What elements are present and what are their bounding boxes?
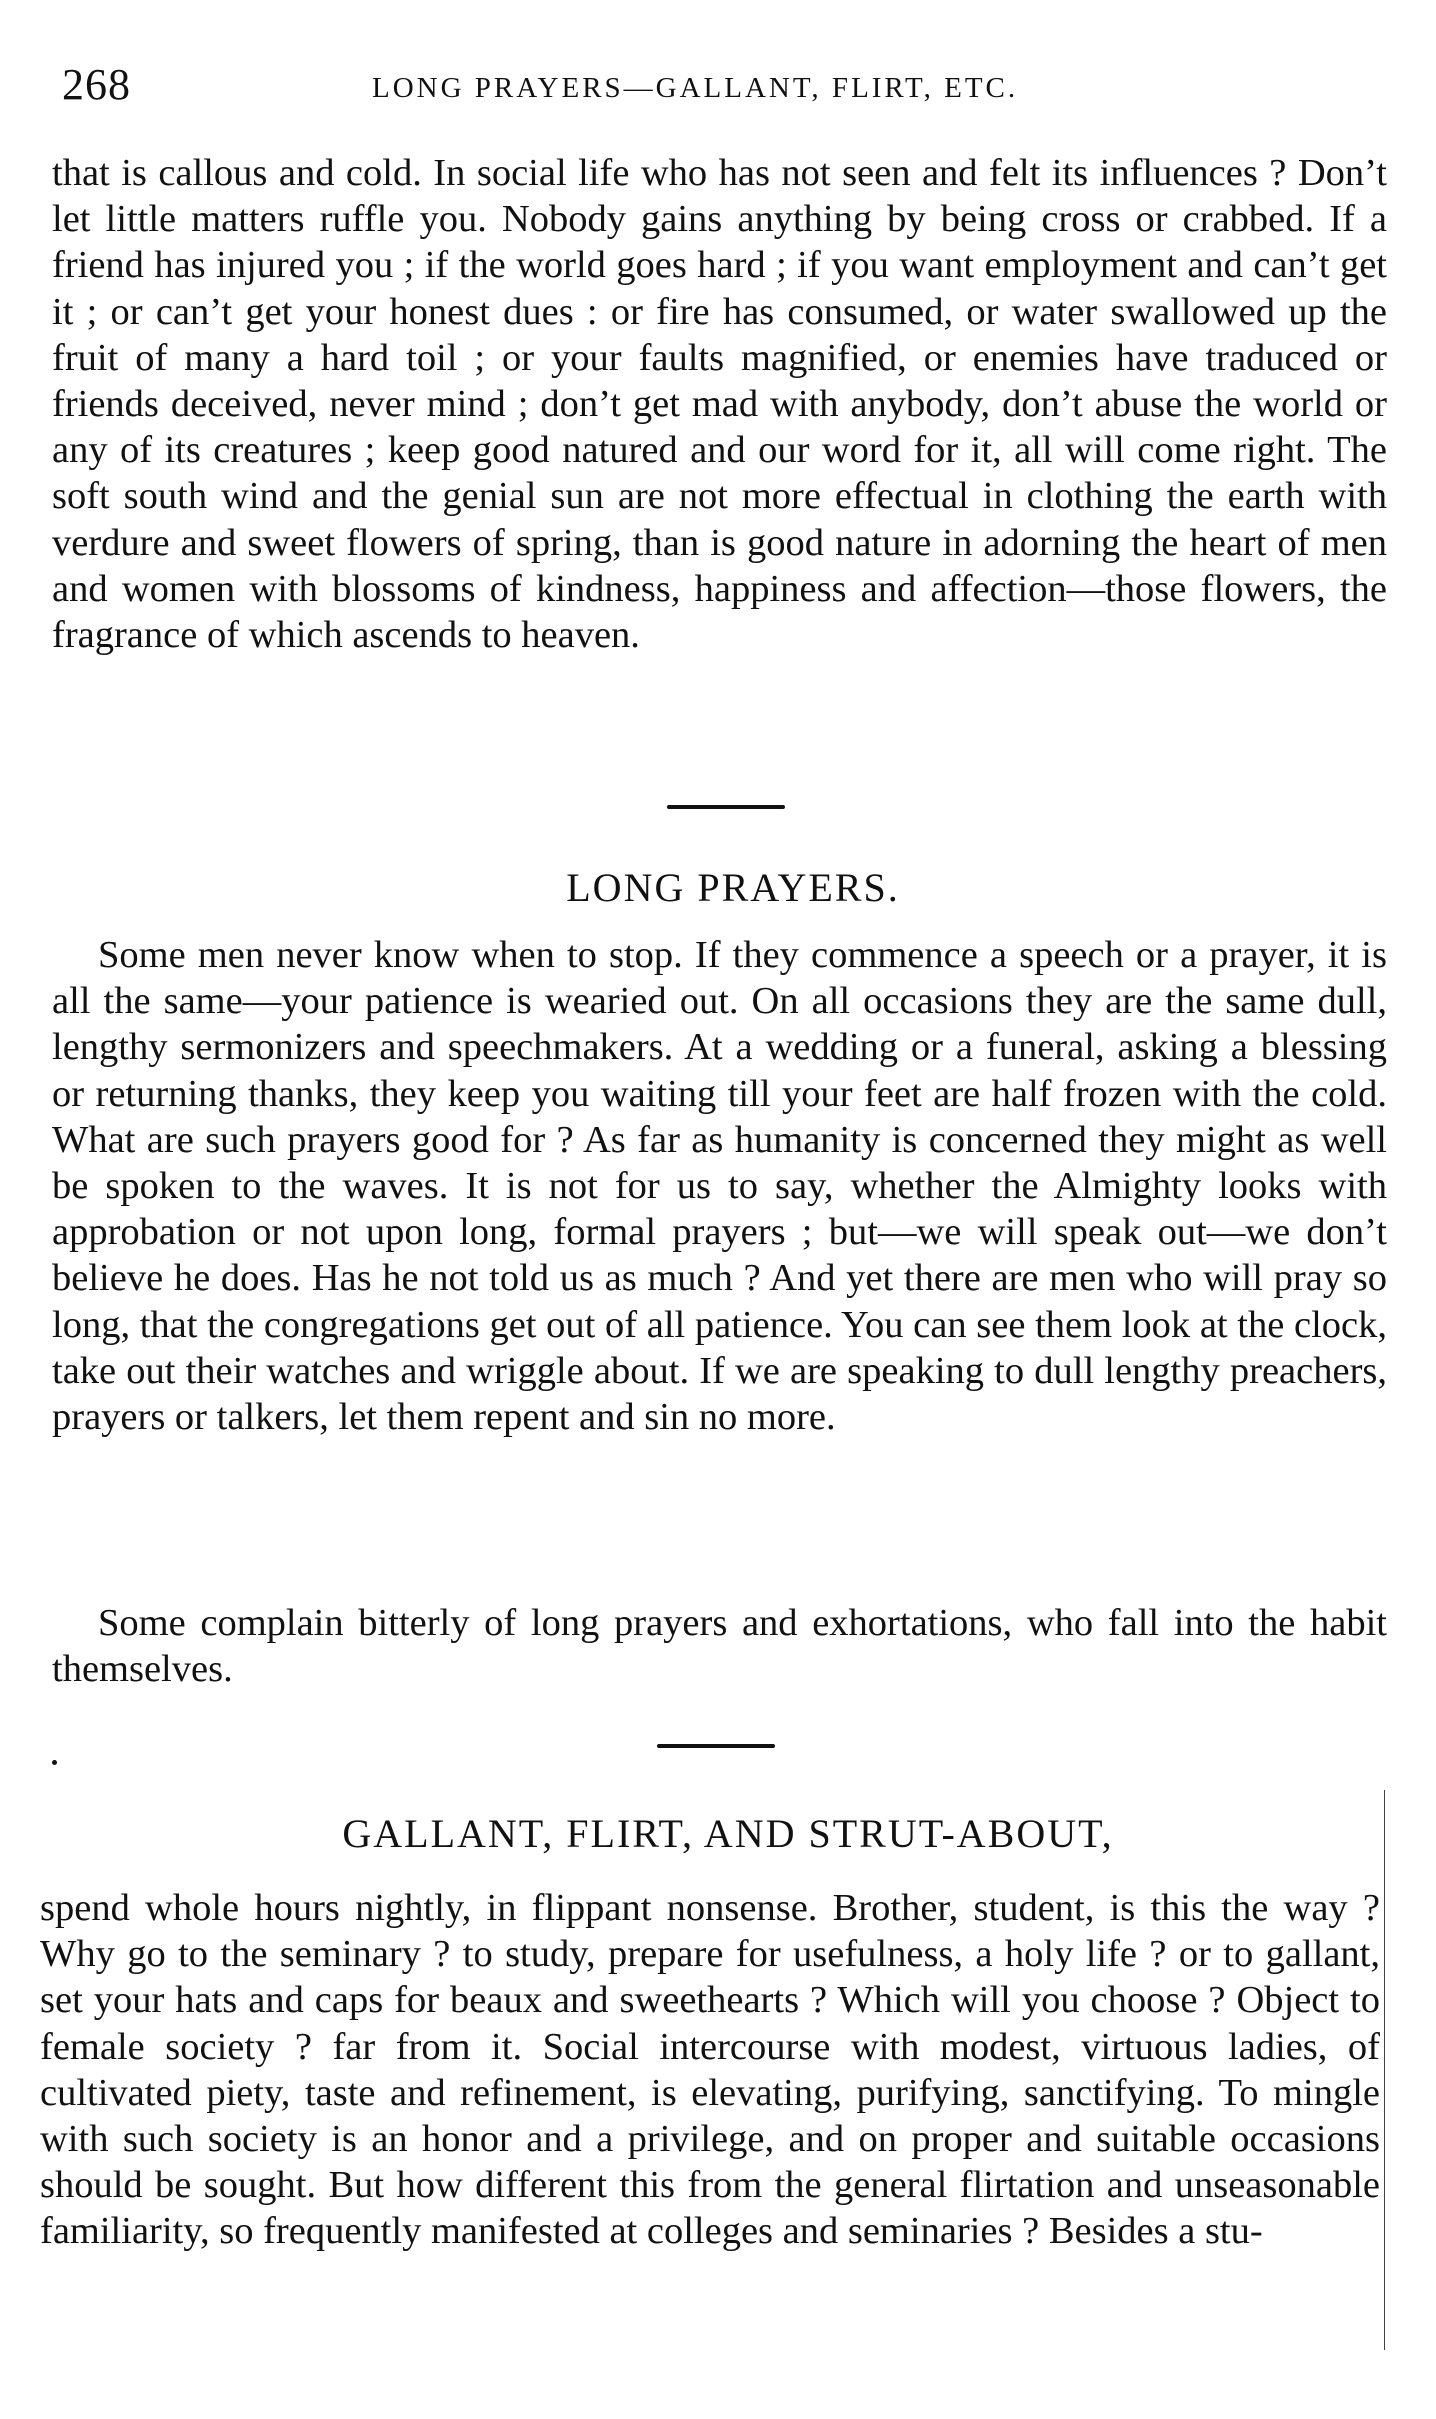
intro-text-block [52, 150, 1387, 658]
running-head [62, 55, 1392, 115]
page-edge-line [1384, 1790, 1385, 2350]
gallant-heading: GALLANT, FLIRT, AND STRUT-ABOUT, [342, 1811, 1114, 1856]
intro-paragraph: that is callous and cold. In social life who has not seen and felt its influences ? Don’t let little matters ruffle you. Nobody gains anything by being cross or crabbed. If a friend has injured you ; if the world goes hard ; if you want employment and can’t get it ; or can’t get your honest dues : or fire has consumed, or water swallowed up the fruit of many a hard toil ; or your faults magnified, or enemies have traduced or friends deceived, never mind ; don’t get mad with anybody, don’t abuse the world or any of its creatures ; keep good natured and our word for it, all will come right. The soft south wind and the genial sun are not more effectual in clothing the earth with verdure and sweet flowers of spring, than is good nature in adorning the heart of men and women with blossoms of kindness, happiness and affection—those flowers, the fragrance of which ascends to heaven. [52, 152, 1387, 657]
gallant-text-block [40, 1885, 1380, 2255]
page-number: 268 [62, 60, 131, 109]
section-divider-rule [667, 805, 785, 809]
section-divider-rule [657, 1744, 775, 1748]
gallant-paragraph: spend whole hours nightly, in flippant nonsense. Brother, student, is this the way ? Why go to the seminary ? to study, prepare for usefulness, a holy life ? or to gallant, set your hats and caps for beaux and sweethearts ? Which will you choose ? Object to female society ? far from it. Social intercourse with modest, virtuous ladies, of cultivated piety, taste and refinement, is elevating, purifying, sanctifying. To mingle with such society is an honor and a privilege, and on proper and suitable occasions should be sought. But how different this from the general flirtation and unseasonable familiarity, so frequently manifested at colleges and seminaries ? Besides a stu- [40, 1887, 1380, 2253]
long-prayers-closing-paragraph: Some complain bitterly of long prayers and exhortations, who fall into the habit themselves. [52, 1602, 1387, 1691]
long-prayers-paragraph: Some men never know when to stop. If they commence a speech or a prayer, it is all the same—your patience is wearied out. On all occasions they are the same dull, lengthy sermonizers and speechmakers. At a wedding or a funeral, asking a blessing or returning thanks, they keep you waiting till your feet are half frozen with the cold. What are such prayers good for ? As far as humanity is concerned they might as well be spoken to the waves. It is not for us to say, whether the Almighty looks with approbation or not upon long, formal prayers ; but—we will speak out—we don’t believe he does. Has he not told us as much ? And yet there are men who will pray so long, that the congregations get out of all patience. You can see them look at the clock, take out their watches and wriggle about. If we are speaking to dull lengthy preachers, prayers or talkers, let them repent and sin no more. [52, 934, 1387, 1439]
long-prayers-heading: LONG PRAYERS. [566, 865, 900, 910]
long-prayers-text-block [52, 932, 1387, 1440]
running-head-title: LONG PRAYERS—GALLANT, FLIRT, ETC. [372, 72, 1019, 104]
long-prayers-closing-block [52, 1600, 1387, 1692]
ink-speck [52, 1760, 57, 1765]
